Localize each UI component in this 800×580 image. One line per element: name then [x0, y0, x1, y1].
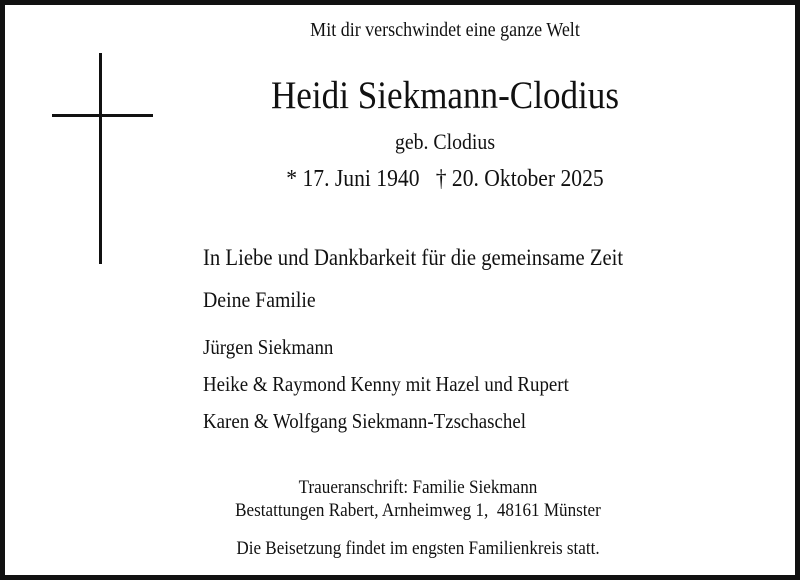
address-label: Traueranschrift: Familie Siekmann	[298, 477, 538, 498]
deceased-name: Heidi Siekmann-Clodius	[270, 74, 620, 117]
dedication: In Liebe und Dankbarkeit für die gemeinsame Zeit	[203, 245, 624, 270]
motto: Mit dir verschwindet eine ganze Welt	[310, 19, 580, 41]
mourner: Karen & Wolfgang Siekmann-Tzschaschel	[203, 409, 527, 433]
life-dates: * 17. Juni 1940 † 20. Oktober 2025	[286, 166, 604, 192]
address: Bestattungen Rabert, Arnheimweg 1, 48161 Münster	[235, 500, 601, 521]
mourner: Jürgen Siekmann	[203, 335, 334, 359]
signature-intro: Deine Familie	[203, 287, 316, 312]
maiden-name: geb. Clodius	[394, 129, 496, 154]
mourner: Heike & Raymond Kenny mit Hazel und Rupert	[203, 372, 569, 396]
burial-note: Die Beisetzung findet im engsten Familienkreis statt.	[236, 538, 600, 559]
